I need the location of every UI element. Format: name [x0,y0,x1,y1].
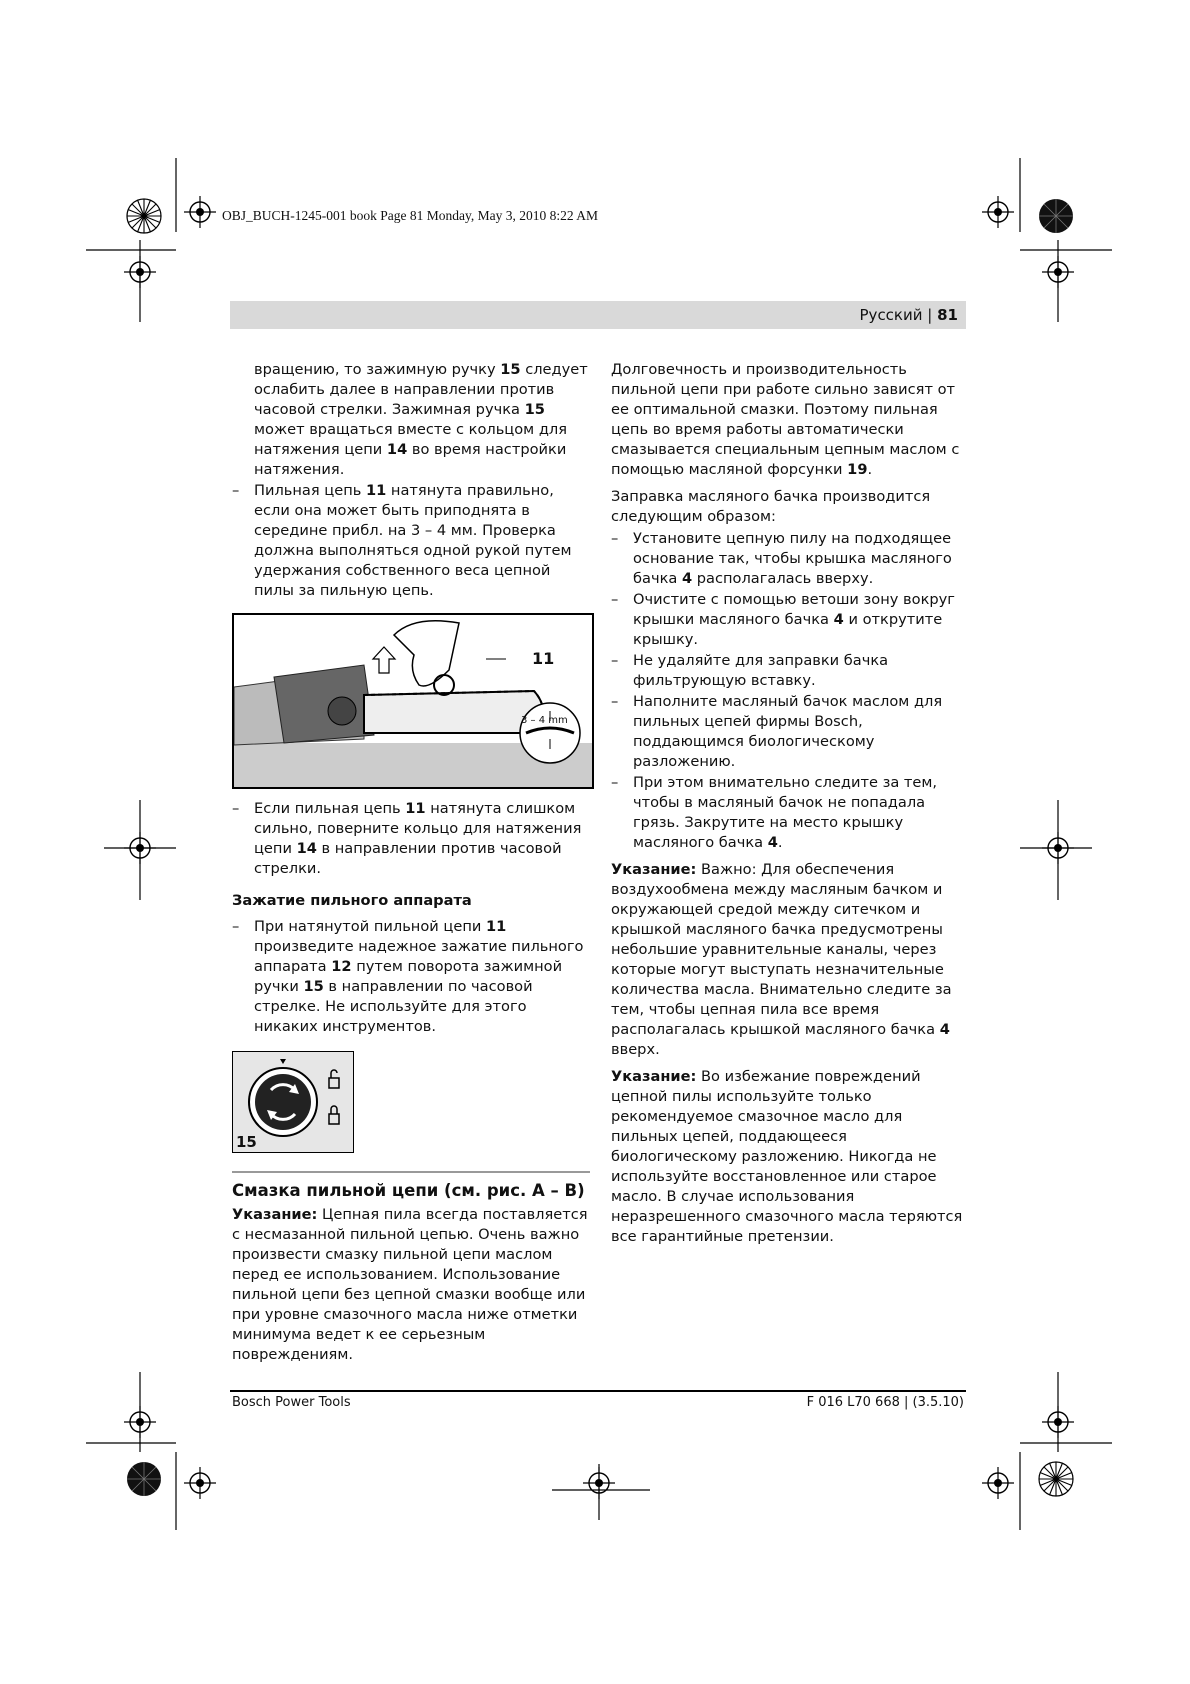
chain-tension-figure [232,613,594,789]
paragraph-chain-lubrication: Долговечность и производительность пильной цепи при работе сильно зависят от ее оптимальной смазки. Поэтому пильная цепь во время работы автоматически смазывается специальным цепным маслом с помощью масляной форсунки 19. [611,361,960,478]
bullet-place-saw: – Установите цепную пилу на подходящее основание так, чтобы крышка масляного бачка 4 располагалась вверху. [611,530,952,587]
clamp-knob-figure [232,1051,354,1153]
print-info-line: OBJ_BUCH-1245-001 book Page 81 Monday, May 3, 2010 8:22 AM [222,208,598,223]
bullet-avoid-dirt: – При этом внимательно следите за тем, чтобы в масляный бачок не попадала грязь. Закрутите на место крышку масляного бачка 4. [611,774,938,851]
bullet-clamp-saw: – При натянутой пильной цепи 11 произведите надежное зажатие пильного аппарата 12 путем поворота зажимной ручки 15 в направлении по часовой стрелке. Не используйте для этого никаких инструментов. [232,918,584,1035]
footer-brand: Bosch Power Tools [232,1395,351,1410]
left-column [232,360,590,1365]
right-column [611,360,966,1254]
figure-gap-label: 3 – 4 mm [521,715,568,726]
bullet-chain-tension-check: – Пильная цепь 11 натянута правильно, если она может быть приподнята в середине прибл. на 3 – 4 мм. Проверка должна выполняться одной рукой путем удержания собственного веса цепной пилы за пильную цепь. [232,482,572,599]
bullet-chain-too-tight: – Если пильная цепь 11 натянута слишком сильно, поверните кольцо для натяжения цепи 14 в направлении против часовой стрелки. [232,800,582,877]
footer-doc-number: F 016 L70 668 | (3.5.10) [806,1395,964,1410]
figure-callout-15: 15 [236,1133,257,1151]
section-rule [232,1171,590,1173]
chain-tension-illustration [234,615,592,787]
section-title-lubrication: Смазка пильной цепи (см. рис. A – B) [232,1181,585,1200]
figure-callout-11: 11 [532,649,555,668]
bullet-filter: – Не удаляйте для заправки бачка фильтрующую вставку. [611,652,889,689]
header-separator: | [927,306,933,324]
paragraph-filling-intro: Заправка масляного бачка производится следующим образом: [611,488,931,525]
subheading-clamping: Зажатие пильного аппарата [232,892,472,909]
bullet-fill-oil: – Наполните масляный бачок маслом для пильных цепей фирмы Bosch, поддающимся биологическому разложению. [611,693,943,770]
continued-bullet-text: вращению, то зажимную ручку 15 следует ослабить далее в направлении против часовой стрелки. Зажимная ручка 15 может вращаться вместе с кольцом для натяжения цепи 14 во время настройки натяжения. [254,361,588,478]
header-language: Русский [859,306,923,324]
note-lubrication: Указание: Цепная пила всегда поставляется с несмазанной пильной цепью. Очень важно произвести смазку пильной цепи маслом перед ее использованием. Использование пильной цепи без цепной смазки вообще или при уровне смазочного масла ниже отметки минимума ведет к ее серьезным повреждениям. [232,1206,588,1363]
header-page-number: 81 [937,306,958,324]
page-header-bar [230,301,966,329]
bullet-clean-cap: – Очистите с помощью ветоши зону вокруг крышки масляного бачка 4 и открутите крышку. [611,591,955,648]
footer-rule [230,1390,966,1392]
note-recommended-oil: Указание: Во избежание повреждений цепной пилы используйте только рекомендуемое смазочное масло для пильных цепей, поддающееся биологическому разложению. Никогда не используйте восстановленное или старое масло. В случае использования неразрешенного смазочного масла теряются все гарантийные претензии. [611,1068,963,1245]
note-ventilation: Указание: Важно: Для обеспечения воздухообмена между масляным бачком и окружающей средой между ситечком и крышкой масляного бачка предусмотрены небольшие уравнительные каналы, через которые могут выступать незначительные количества масла. Внимательно следите за тем, чтобы цепная пила все время располагалась крышкой масляного бачка 4 вверх. [611,861,952,1058]
page-header [860,306,958,324]
